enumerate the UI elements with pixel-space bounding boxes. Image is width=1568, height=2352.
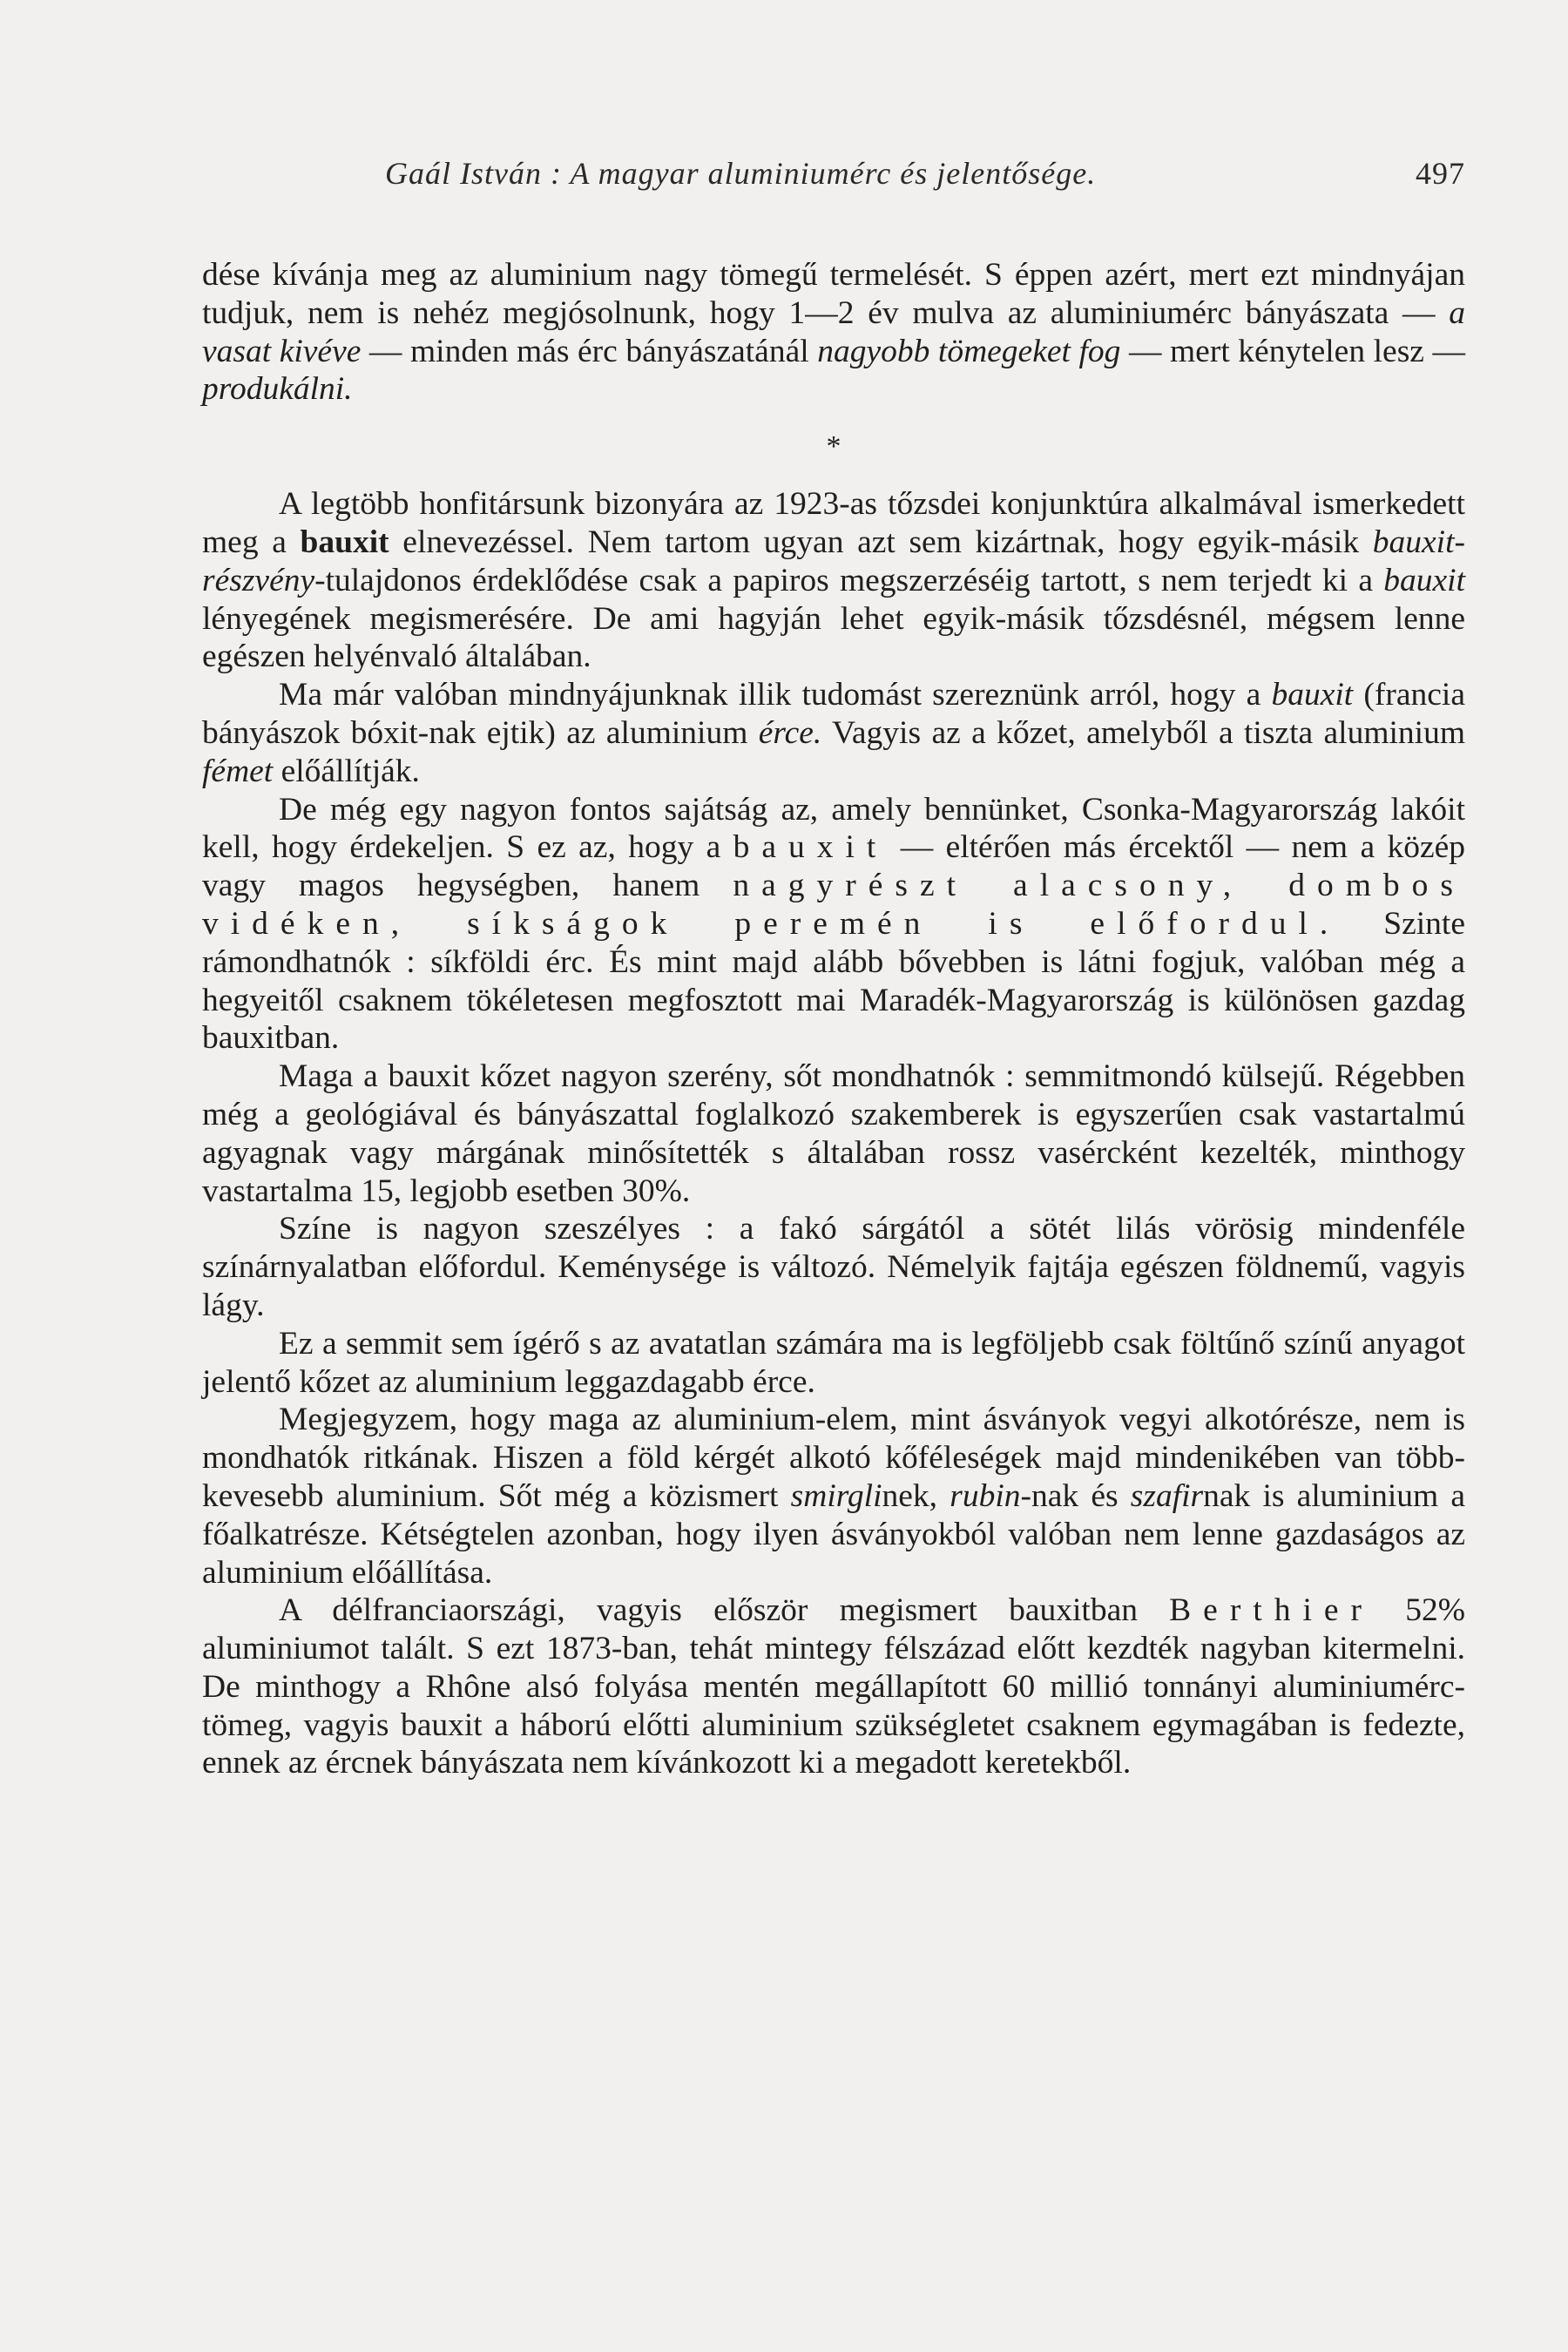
text-segment: Berthier	[1169, 1592, 1375, 1629]
text-segment: elnevezéssel. Nem tartom ugyan azt sem kizártnak, hogy egyik-másik	[389, 524, 1373, 560]
paragraph	[202, 1210, 1465, 1324]
text-segment: produkálni.	[202, 371, 353, 408]
text-segment: lényegének megismerésére. De ami hagyján lehet egyik-másik tőzsdésnél, mégsem lenne egészen helyénvaló általában.	[202, 600, 1465, 675]
paragraph	[202, 256, 1465, 409]
text-segment: 52% aluminiumot talált. S ezt 1873-ban, tehát mintegy félszázad előtt kezdték nagyban kitermelni. De minthogy a Rhône alsó folyása mentén megállapított 60 millió tonnányi aluminiumérc-tömeg, vagyis bauxit a háború előtti aluminium szükségletet csaknem egymagában is fedezte, ennek az ércnek bányászata nem kívánkozott ki a megadott keretekből.	[202, 1592, 1465, 1781]
text-segment: előállítják.	[273, 753, 420, 789]
section-break-asterisk: *	[826, 430, 841, 463]
page-body	[202, 256, 1465, 1782]
text-segment: nek,	[882, 1477, 950, 1514]
text-segment: -nak és	[1020, 1477, 1131, 1514]
paragraph	[202, 791, 1465, 1058]
text-segment: Ma már valóban mindnyájunknak illik tudomást szereznünk arról, hogy a	[279, 677, 1272, 713]
page-number: 497	[1416, 156, 1465, 191]
text-segment: Megjegyzem, hogy maga az aluminium-elem, mint ásványok vegyi alkotórésze, nem is mondhatók ritkának. Hiszen a föld kérgét alkotó kőféleségek majd mindenikében van több-kevesebb aluminium. Sőt még a közismert	[202, 1402, 1465, 1514]
text-segment: a vasat kivéve	[202, 294, 1465, 369]
text-segment: -tulajdonos érdeklődése csak a papiros megszerzéséig tartott, s nem terjedt ki a	[314, 562, 1384, 598]
text-segment: bauxit	[1271, 677, 1354, 713]
text-segment: A legtöbb honfitársunk bizonyára az 1923-as tőzsdei konjunktúra alkalmával ismerkedett meg a	[202, 486, 1465, 560]
text-segment: De még egy nagyon fontos sajátság az, amely bennünket, Csonka-Magyarország lakóit kell, hogy érdekeljen. S ez az, hogy a	[202, 791, 1465, 866]
paragraph	[202, 676, 1465, 790]
page-header	[202, 139, 1465, 192]
text-segment: nak is aluminium a főalkatrésze. Kétségtelen azonban, hogy ilyen ásványokból valóban nem lenne gazdaságos az aluminium előállítása.	[202, 1477, 1465, 1591]
text-segment: rubin	[950, 1477, 1021, 1514]
text-segment: A délfranciaországi, vagyis először megismert bauxitban	[279, 1592, 1170, 1629]
text-segment: fémet	[202, 753, 274, 789]
paragraph	[202, 1058, 1465, 1210]
text-segment: Vagyis az a kőzet, amelyből a tiszta aluminium	[821, 714, 1466, 751]
text-segment: Ez a semmit sem ígérő s az avatatlan számára ma is legföljebb csak föltűnő színű anyagot jelentő kőzet az aluminium leggazdagabb érce.	[202, 1325, 1465, 1400]
paragraph	[202, 1401, 1465, 1592]
text-segment: — minden más érc bányászatánál	[361, 333, 818, 369]
text-segment: smirgli	[790, 1477, 882, 1514]
text-segment: Szinte rámondhatnók : síkföldi érc. És mint majd alább bővebben is látni fogjuk, valóban még a hegyeitől csaknem tökéletesen megfosztott mai Maradék-Magyarország is különösen gazdag bauxitban.	[202, 905, 1465, 1057]
text-segment: dése kívánja meg az aluminium nagy tömegű termelését. S éppen azért, mert ezt mindnyájan tudjuk, nem is nehéz megjósolnunk, hogy 1—2 év mulva az aluminiumérc bányászata —	[202, 257, 1465, 331]
text-segment: Maga a bauxit kőzet nagyon szerény, sőt mondhatnók : semmitmondó külsejű. Régebben még a geológiával és bányászattal foglalkozó szakemberek is egyszerűen csak vastartalmú agyagnak vagy márgának minősítették s általában rossz vasércként kezelték, minthogy vastartalma 15, legjobb esetben 30%.	[202, 1058, 1465, 1209]
text-segment: nagyobb tömegeket fog	[817, 333, 1121, 369]
paragraph	[202, 485, 1465, 676]
text-segment: bauxit	[733, 829, 889, 866]
text-segment: szafir	[1130, 1477, 1204, 1514]
text-segment: bauxit	[1383, 562, 1465, 598]
text-segment: nagyrészt alacsony, dombos vidéken, síkságok peremén is előfordul.	[202, 868, 1465, 942]
text-segment: érce.	[758, 714, 822, 751]
running-title: Gaál István : A magyar aluminiumérc és jelentősége.	[385, 156, 1097, 191]
text-segment: — mert kénytelen lesz —	[1120, 333, 1465, 369]
text-segment: bauxit-részvény	[202, 524, 1465, 598]
text-segment: bauxit	[300, 524, 389, 560]
paragraph	[202, 1592, 1465, 1782]
text-segment: — eltérően más ércektől — nem a közép vagy magos hegységben, hanem	[202, 829, 1465, 904]
text-segment: (francia bányászok bóxit-nak ejtik) az aluminium	[202, 677, 1465, 751]
text-segment: Színe is nagyon szeszélyes : a fakó sárgától a sötét lilás vörösig mindenféle színárnyalatban előfordul. Keménysége is változó. Némelyik fajtája egészen földnemű, vagyis lágy.	[202, 1211, 1465, 1323]
book-page	[202, 139, 1465, 1782]
paragraph	[202, 1325, 1465, 1402]
